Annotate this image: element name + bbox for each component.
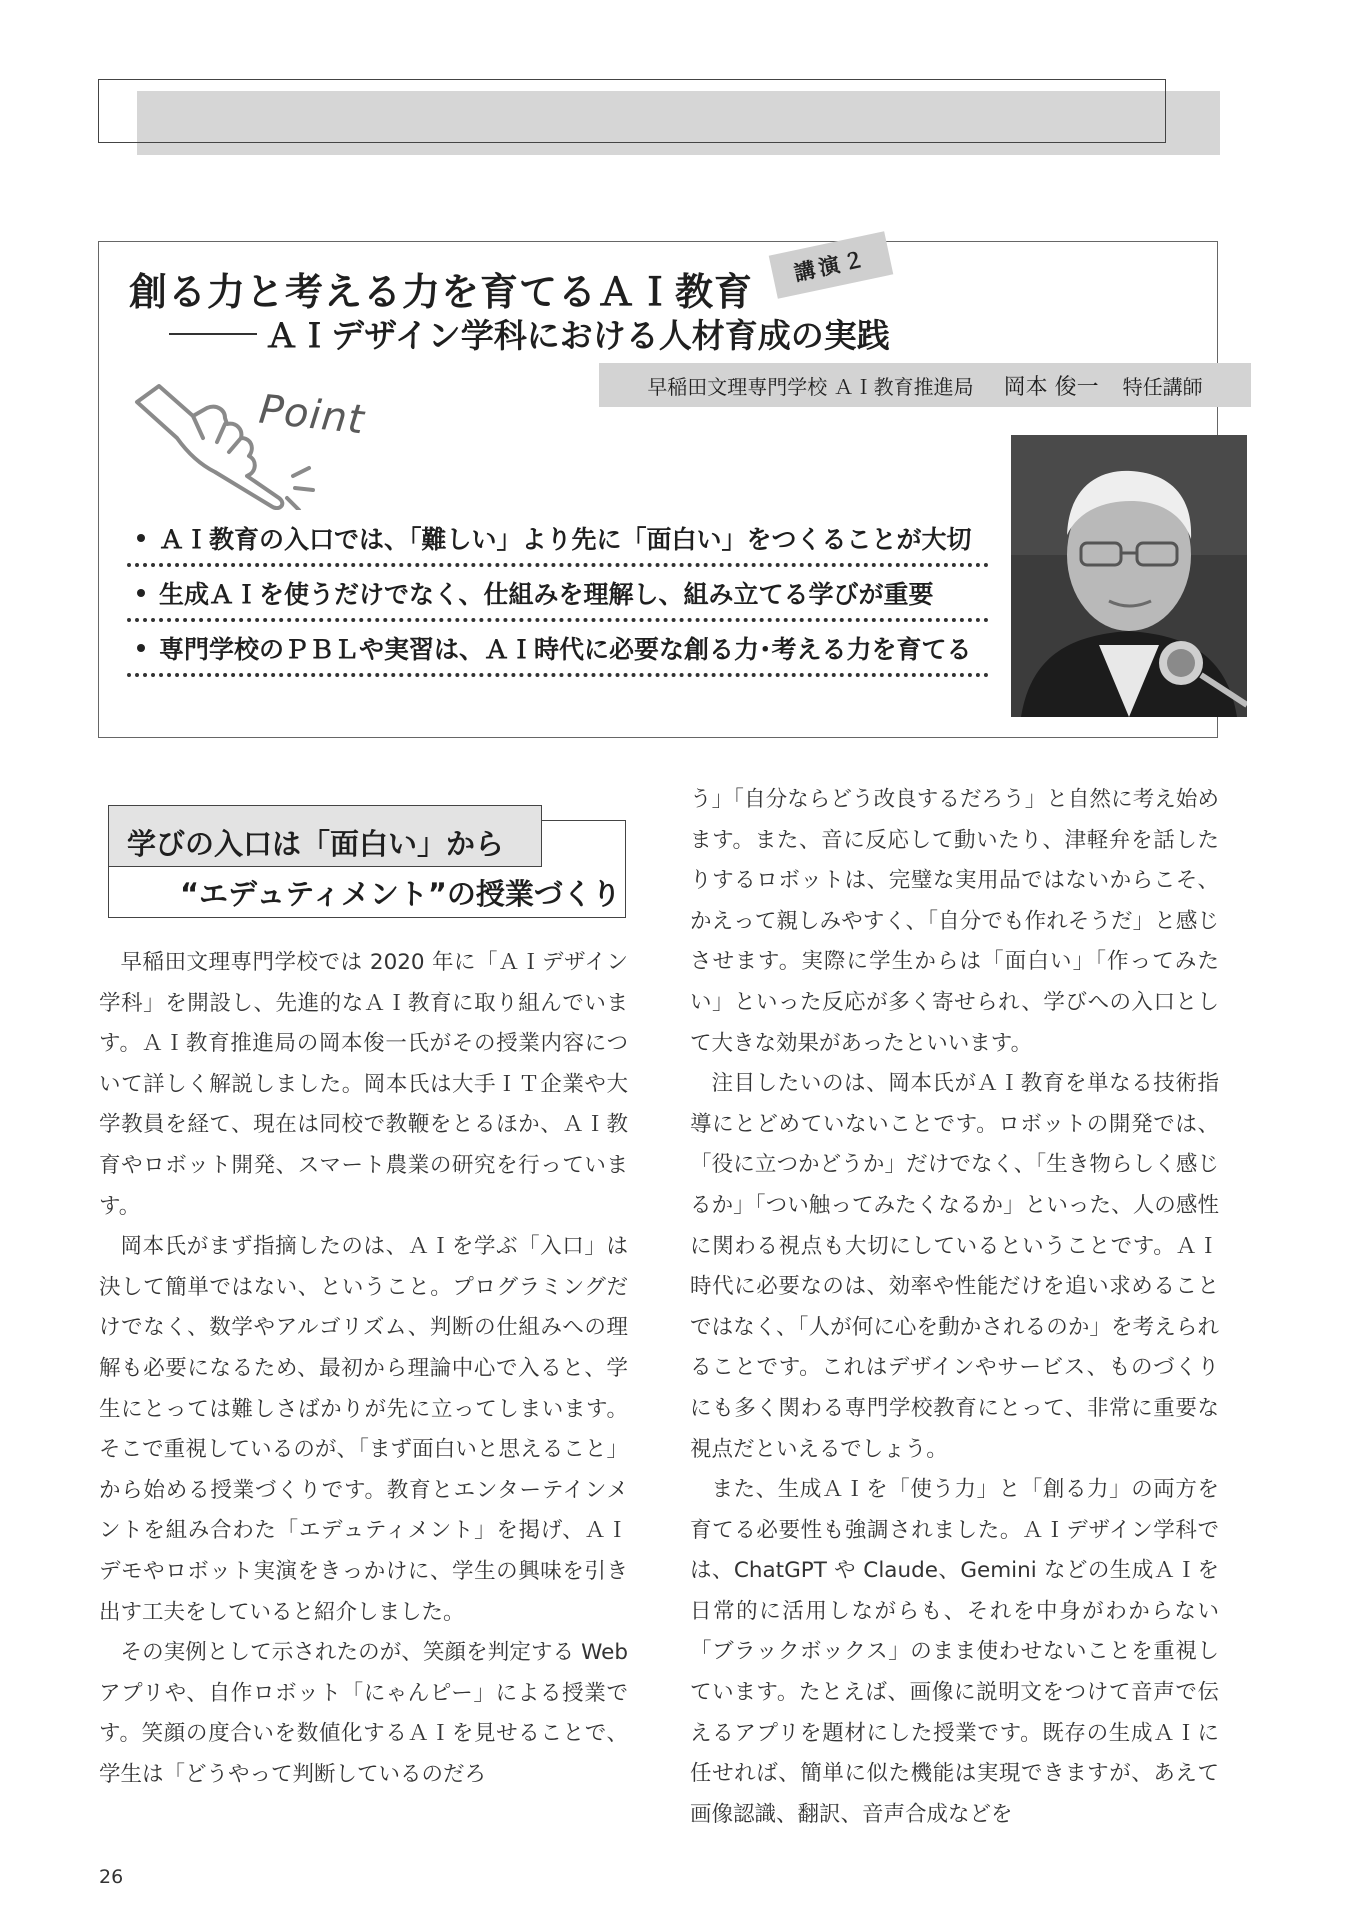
section-heading-line1: 学びの入口は「面白い」から [127,827,505,861]
body-paragraph: 岡本氏がまず指摘したのは、ＡＩを学ぶ「入口」は決して簡単ではない、ということ。プログラミングだけでなく、数学やアルゴリズム、判断の仕組みへの理解も必要になるため、最初から理論中心で入ると、学生にとっては難しさばかりが先に立ってしまいます。そこで重視しているのが、「まず面白いと思えること」から始める授業づくりです。教育とエンターテインメントを組み合わた「エデュティメント」を掲げ、ＡＩデモやロボット実演をきっかけに、学生の興味を引き出す工夫をしていると紹介しました。 [99,1234,628,1625]
speaker-photo [1011,435,1247,717]
page-number: 26 [99,1866,124,1888]
key-point-item [127,622,989,677]
lecture-subtitle-line [169,310,890,357]
em-dash-rule [169,333,257,335]
body-paragraph: また、生成ＡＩを「使う力」と「創る力」の両方を育てる必要性も強調されました。ＡＩデザイン学科では、ChatGPT や Claude、Gemini などの生成ＡＩを日常的に活用しながらも、それを中身がわからない「ブラックボックス」のまま使わせないことを重視しています。たとえば、画像に説明文をつけて音声で伝えるアプリを題材にした授業です。既存の生成ＡＩに任せれば、簡単に似た機能は実現できますが、あえて画像認識、翻訳、音声合成などを [690,1477,1219,1827]
right-column [690,780,1219,1835]
author-org: 早稲田文理専門学校 ＡＩ教育推進局 [647,374,974,399]
key-point-text: ＡＩ教育の入口では、「難しい」より先に「面白い」をつくることが大切 [159,524,972,554]
body-paragraph: その実例として示されたのが、笑顔を判定する Web アプリや、自作ロボット「にゃんピー」による授業です。笑顔の度合いを数値化するＡＩを見せることで、学生は「どうやって判断しているのだろ [99,1640,628,1787]
bullet-icon [137,534,145,542]
key-points-list [127,512,989,677]
author-role: 特任講師 [1122,374,1203,399]
lecture-badge: 講演２ [769,231,894,299]
body-paragraph: 早稲田文理専門学校では 2020 年に「ＡＩデザイン学科」を開設し、先進的なＡＩ教育に取り組んでいます。ＡＩ教育推進局の岡本俊一氏がその授業内容について詳しく解説しました。岡本氏は大手ＩＴ企業や大学教員を経て、現在は同校で教鞭をとるほか、ＡＩ教育やロボット開発、スマート農業の研究を行っています。 [99,950,628,1219]
body-paragraph: う」「自分ならどう改良するだろう」と自然に考え始めます。また、音に反応して動いたり、津軽弁を話したりするロボットは、完璧な実用品ではないからこそ、かえって親しみやすく、「自分でも作れそうだ」と感じさせます。実際に学生からは「面白い」「作ってみたい」といった反応が多く寄せられ、学びへの入口として大きな効果があったといいます。 [690,787,1219,1056]
bullet-icon [137,589,145,597]
header-frame [98,79,1166,143]
bullet-icon [137,644,145,652]
left-column [99,943,628,1795]
key-point-item [127,512,989,567]
speaker-portrait-icon [1011,435,1247,717]
lecture-title: 創る力と考える力を育てるＡＩ教育 [129,270,754,314]
author-bar [599,363,1251,407]
key-point-text: 生成ＡＩを使うだけでなく、仕組みを理解し、組み立てる学びが重要 [159,579,934,609]
point-label: Point [256,386,367,444]
lecture-subtitle: ＡＩデザイン学科における人材育成の実践 [265,316,890,355]
key-point-text: 専門学校のＰＢＬや実習は、ＡＩ時代に必要な創る力･考える力を育てる [159,634,972,664]
body-paragraph: 注目したいのは、岡本氏がＡＩ教育を単なる技術指導にとどめていないことです。ロボットの開発では、「役に立つかどうか」だけでなく、「生き物らしく感じるか」「つい触ってみたくなるか」といった、人の感性に関わる視点も大切にしているということです。ＡＩ時代に必要なのは、効率や性能だけを追い求めることではなく、「人が何に心を動かされるのか」を考えられることです。これはデザインやサービス、ものづくりにも多く関わる専門学校教育にとって、非常に重要な視点だといえるでしょう。 [690,1071,1219,1462]
lecture-panel [98,241,1218,738]
author-name: 岡本 俊一 [1003,374,1099,400]
key-point-item [127,567,989,622]
section-heading-line2: “エデュティメント”の授業づくり [180,877,621,911]
